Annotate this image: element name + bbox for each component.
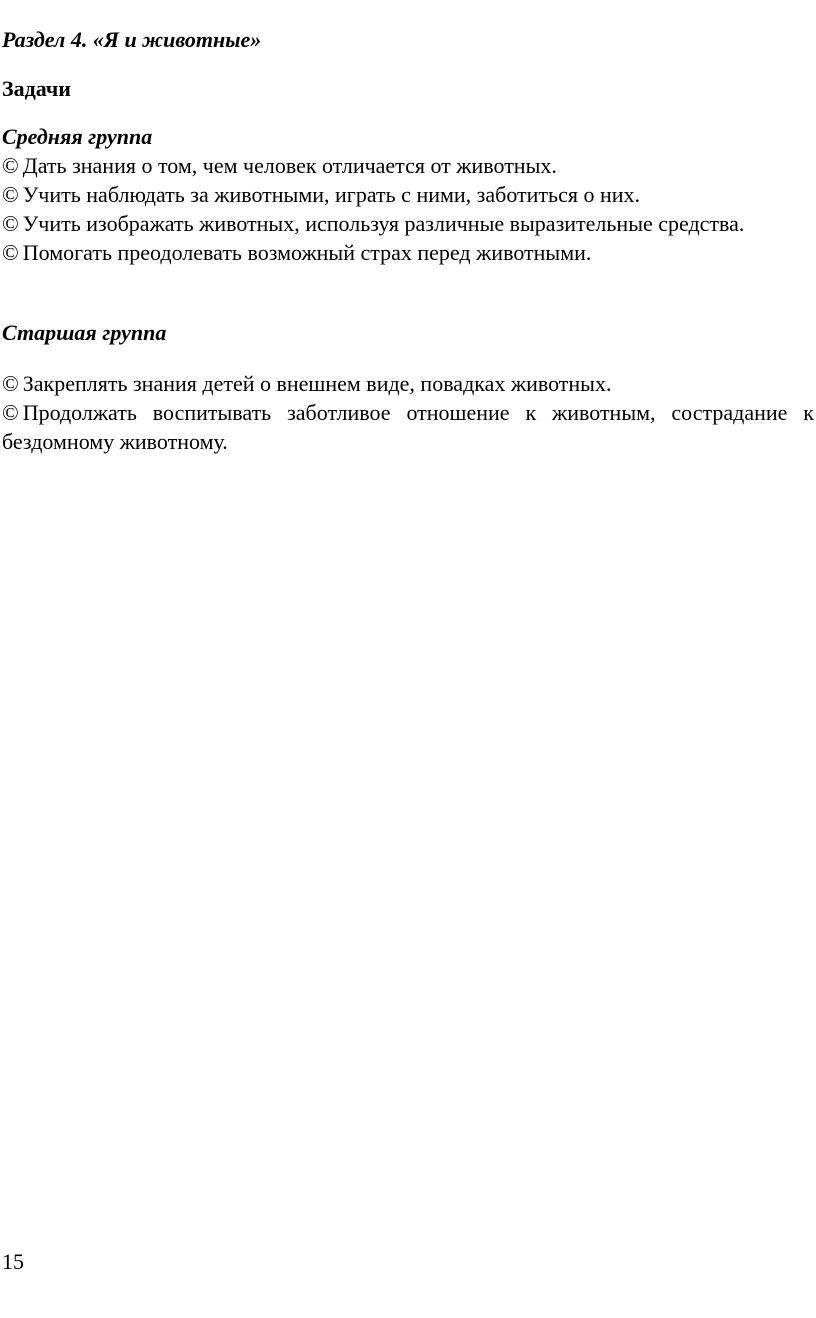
senior-group-task-list [2, 369, 814, 456]
middle-group-heading: Средняя группа [2, 124, 153, 149]
task-item [2, 180, 814, 209]
task-text: Учить изображать животных, используя различные выразительные средства. [22, 211, 745, 236]
copyright-bullet-icon: © [2, 182, 19, 207]
task-item [2, 369, 814, 398]
senior-group-heading: Старшая группа [2, 320, 167, 345]
task-text: Дать знания о том, чем человек отличается от животных. [22, 153, 557, 178]
task-text: Продолжать воспитывать заботливое отношение к животным, сострадание к бездомному животному. [2, 400, 814, 454]
page-number: 15 [2, 1249, 24, 1274]
task-item [2, 151, 814, 180]
copyright-bullet-icon: © [2, 153, 19, 178]
task-text: Помогать преодолевать возможный страх перед животными. [22, 240, 592, 265]
middle-group-task-list [2, 151, 814, 267]
section-title: Раздел 4. «Я и животные» [2, 27, 262, 52]
task-text: Закреплять знания детей о внешнем виде, повадках животных. [22, 371, 612, 396]
copyright-bullet-icon: © [2, 400, 19, 425]
copyright-bullet-icon: © [2, 240, 19, 265]
task-item [2, 398, 814, 456]
copyright-bullet-icon: © [2, 211, 19, 236]
task-item [2, 209, 814, 238]
task-item [2, 238, 814, 267]
copyright-bullet-icon: © [2, 371, 19, 396]
tasks-heading: Задачи [2, 76, 71, 101]
task-text: Учить наблюдать за животными, играть с ними, заботиться о них. [22, 182, 641, 207]
